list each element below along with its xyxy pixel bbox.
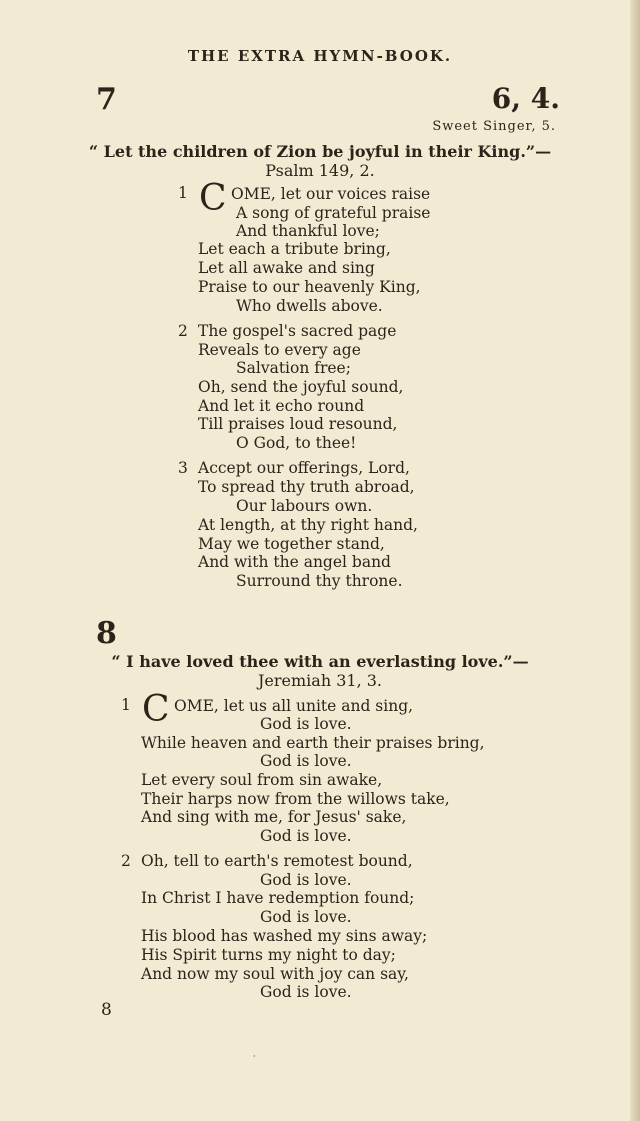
hymn-number: 7 <box>96 82 117 117</box>
verse-line: May we together stand, <box>198 535 385 553</box>
verse-line: Salvation free; <box>236 359 351 377</box>
verse-line: Reveals to every age <box>198 341 361 359</box>
verse-line: Accept our offerings, Lord, <box>198 459 410 477</box>
page-number: 8 <box>101 1000 112 1020</box>
verse-line: God is love. <box>260 752 352 770</box>
verse-line: Till praises loud resound, <box>198 415 398 433</box>
verse-line: And now my soul with joy can say, <box>141 965 409 983</box>
verse-number: 3 <box>178 459 188 477</box>
print-speck: · <box>253 1052 256 1061</box>
verse-line: Let each a tribute bring, <box>198 240 391 258</box>
epigraph-quote: “ I have loved thee with an everlasting love.”— <box>111 652 529 671</box>
verse-line: Let every soul from sin awake, <box>141 771 383 789</box>
drop-cap: C <box>199 178 227 219</box>
verse-line: God is love. <box>260 908 352 926</box>
verse-line: OME, let our voices raise <box>231 185 431 203</box>
verse-line: Surround thy throne. <box>236 572 403 590</box>
verse-line: His blood has washed my sins away; <box>141 927 428 945</box>
verse-line: And with the angel band <box>198 553 391 571</box>
verse-line: God is love. <box>260 715 352 733</box>
epigraph-quote: “ Let the children of Zion be joyful in their King.”— <box>88 142 552 161</box>
running-head: THE EXTRA HYMN-BOOK. <box>187 47 453 65</box>
verse-line: Praise to our heavenly King, <box>198 278 421 296</box>
epigraph-reference: Psalm 149, 2. <box>265 161 375 180</box>
verse-line: Our labours own. <box>236 497 373 515</box>
verse-line: God is love. <box>260 983 352 1001</box>
verse-line: Their harps now from the willows take, <box>141 790 450 808</box>
verse-line: While heaven and earth their praises bring, <box>141 734 485 752</box>
verse-number: 2 <box>121 852 131 870</box>
verse-line: Who dwells above. <box>236 297 383 315</box>
verse-number: 2 <box>178 322 188 340</box>
verse-line: And thankful love; <box>236 222 380 240</box>
tune-name: Sweet Singer, 5. <box>432 119 556 134</box>
verse-line: At length, at thy right hand, <box>198 516 418 534</box>
epigraph-reference: Jeremiah 31, 3. <box>257 671 382 690</box>
verse-number: 1 <box>121 696 131 714</box>
verse-line: O God, to thee! <box>236 434 357 452</box>
verse-line: Let all awake and sing <box>198 259 375 277</box>
verse-line: A song of grateful praise <box>236 204 431 222</box>
verse-line: God is love. <box>260 871 352 889</box>
verse-line: The gospel's sacred page <box>198 322 397 340</box>
verse-line: OME, let us all unite and sing, <box>174 697 414 715</box>
hymn-number: 8 <box>96 616 117 651</box>
verse-line: And sing with me, for Jesus' sake, <box>141 808 407 826</box>
verse-line: In Christ I have redemption found; <box>141 889 415 907</box>
verse-line: God is love. <box>260 827 352 845</box>
verse-line: Oh, tell to earth's remotest bound, <box>141 852 413 870</box>
hymn-meter: 6, 4. <box>491 82 560 115</box>
verse-line: And let it echo round <box>198 397 365 415</box>
verse-line: To spread thy truth abroad, <box>198 478 415 496</box>
drop-cap: C <box>142 689 170 730</box>
verse-number: 1 <box>178 184 188 202</box>
verse-line: His Spirit turns my night to day; <box>141 946 396 964</box>
verse-line: Oh, send the joyful sound, <box>198 378 404 396</box>
